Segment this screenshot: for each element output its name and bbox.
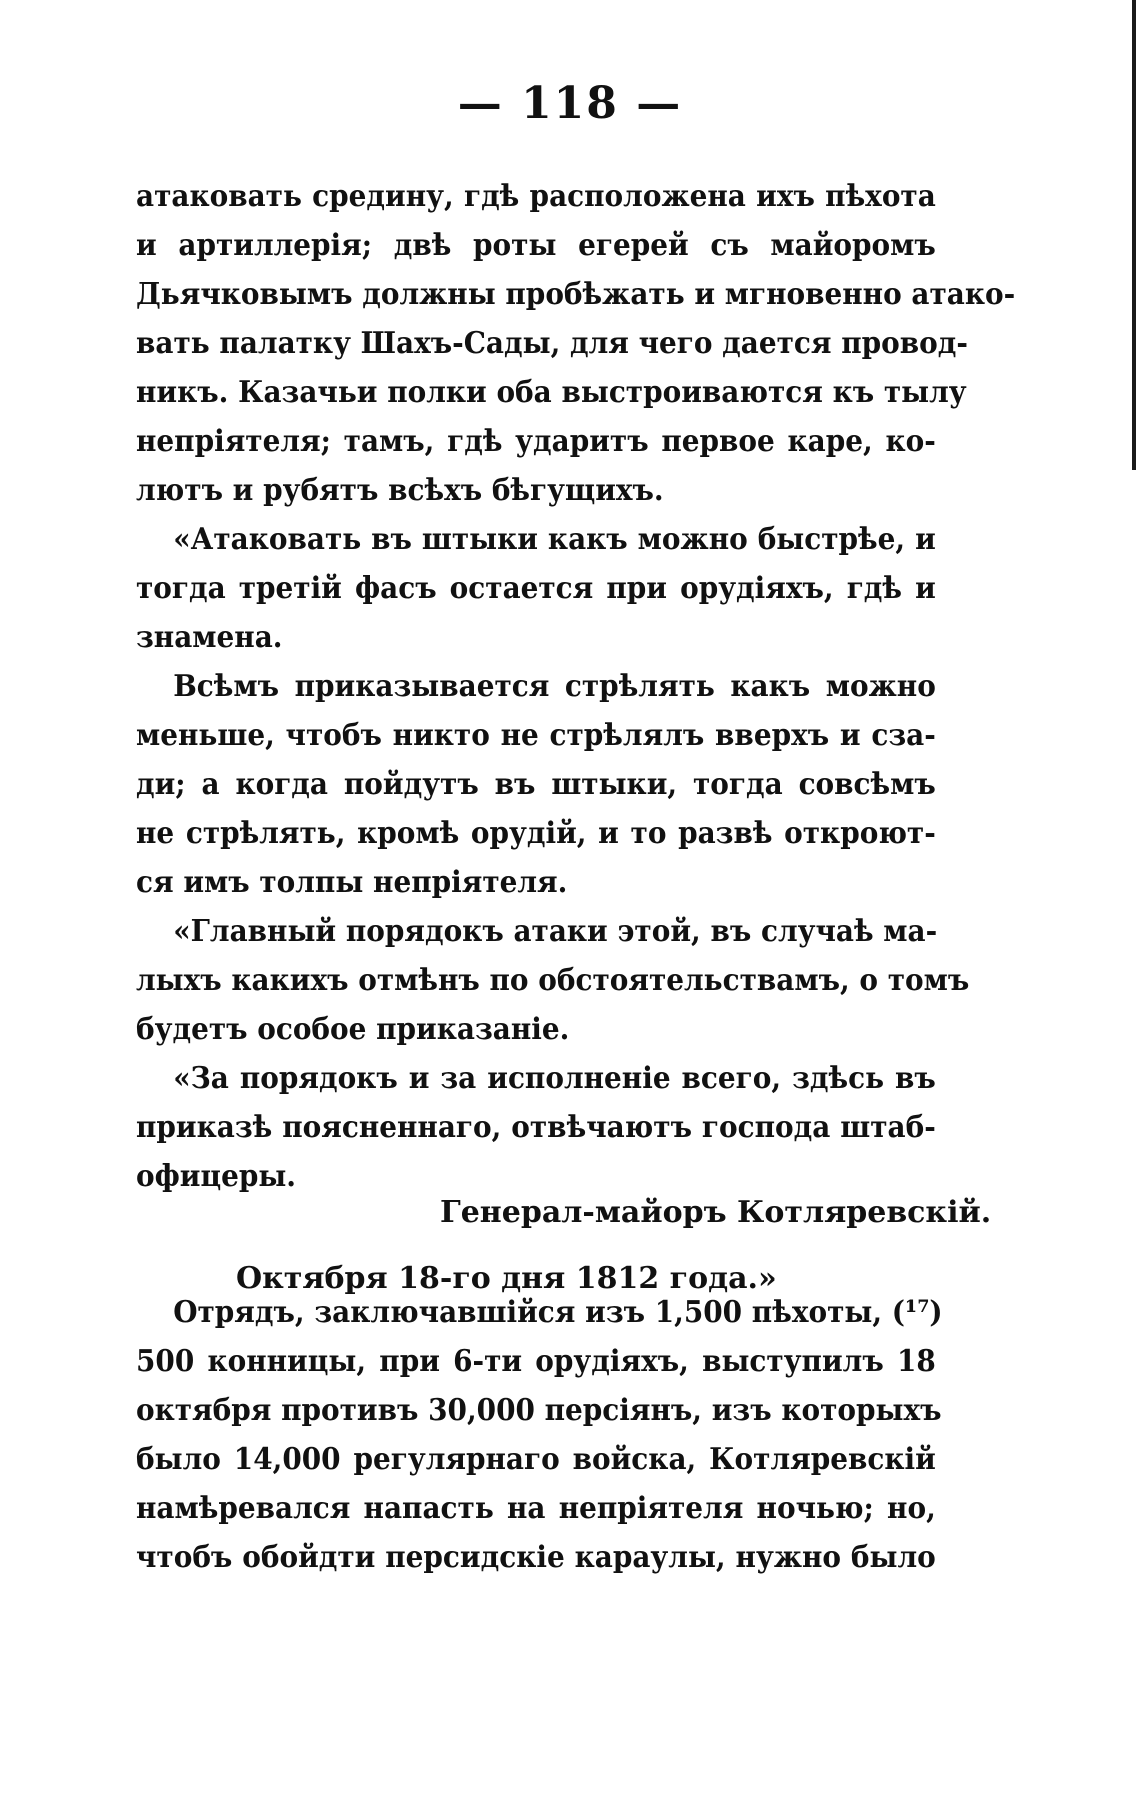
text-line: «Атаковать въ штыки какъ можно быстрѣе, и	[173, 522, 936, 557]
closing-text	[136, 1288, 943, 1582]
text-line: 500 конницы, при 6-ти орудіяхъ, выступилъ 18	[136, 1344, 936, 1379]
scan-edge-line	[1132, 0, 1136, 470]
text-line: было 14,000 регулярнаго войска, Котляревскій	[136, 1442, 936, 1477]
text-line: никъ. Казачьи полки оба выстроиваются къ тылу	[136, 375, 967, 410]
text-line: атаковать средину, гдѣ расположена ихъ пѣхота	[136, 179, 936, 214]
page-number: — 118 —	[457, 78, 683, 129]
text-line: офицеры.	[136, 1159, 297, 1194]
text-line: лютъ и рубятъ всѣхъ бѣгущихъ.	[136, 473, 664, 508]
text-line: Дьячковымъ должны пробѣжать и мгновенно атако-	[136, 277, 1016, 312]
text-line: непріятеля; тамъ, гдѣ ударитъ первое каре, ко-	[136, 424, 936, 459]
signature-date: Октября 18-го дня 1812 года.»	[236, 1261, 777, 1296]
text-line: меньше, чтобъ никто не стрѣлялъ вверхъ и сза-	[136, 718, 936, 753]
text-line: Отрядъ, заключавшійся изъ 1,500 пѣхоты, (¹⁷)	[173, 1295, 943, 1330]
text-line: знамена.	[136, 620, 283, 655]
text-line: приказѣ поясненнаго, отвѣчаютъ господа штаб-	[136, 1110, 936, 1145]
text-line: вать палатку Шахъ-Сады, для чего дается провод-	[136, 326, 968, 361]
text-line: ся имъ толпы непріятеля.	[136, 865, 568, 900]
signature-name: Генерал-майоръ Котляревскій.	[440, 1195, 992, 1230]
main-text	[136, 172, 1016, 1201]
text-line: «Главный порядокъ атаки этой, въ случаѣ ма-	[173, 914, 938, 949]
text-line: ди; а когда пойдутъ въ штыки, тогда совсѣмъ	[136, 767, 936, 802]
text-line: Всѣмъ приказывается стрѣлять какъ можно	[173, 669, 936, 704]
text-line: «За порядокъ и за исполненіе всего, здѣсь въ	[173, 1061, 936, 1096]
text-line: и артиллерія; двѣ роты егерей съ майоромъ	[136, 228, 936, 263]
text-line: тогда третій фасъ остается при орудіяхъ, гдѣ и	[136, 571, 936, 606]
text-line: намѣревался напасть на непріятеля ночью; но,	[136, 1491, 936, 1526]
text-line: чтобъ обойдти персидскіе караулы, нужно было	[136, 1540, 936, 1575]
text-line: октября противъ 30,000 персіянъ, изъ которыхъ	[136, 1393, 942, 1428]
text-line: лыхъ какихъ отмѣнъ по обстоятельствамъ, о томъ	[136, 963, 970, 998]
text-line: будетъ особое приказаніе.	[136, 1012, 570, 1047]
text-line: не стрѣлять, кромѣ орудій, и то развѣ откроют-	[136, 816, 936, 851]
